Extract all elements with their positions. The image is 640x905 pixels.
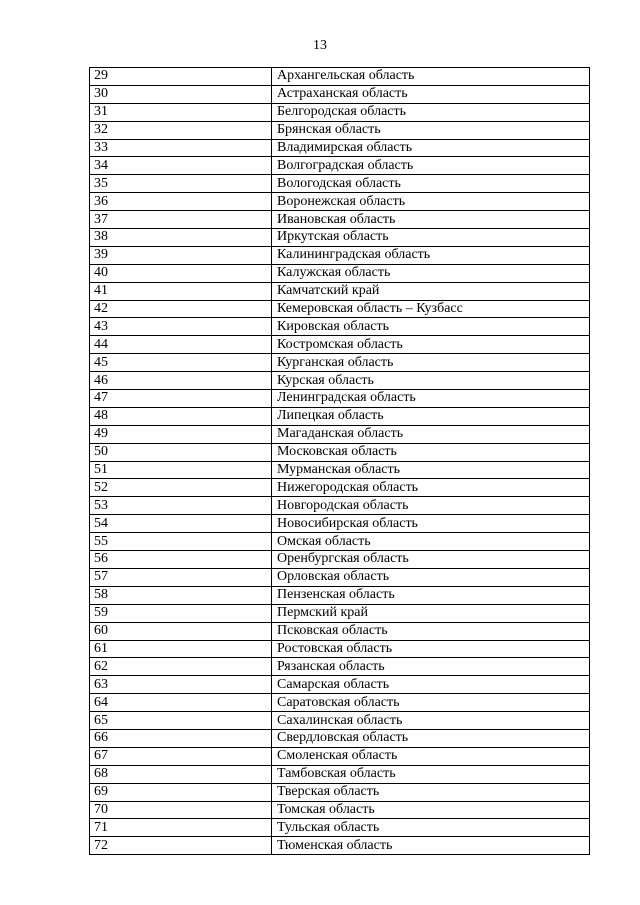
row-number-cell: 31	[90, 103, 272, 121]
table-row	[90, 157, 590, 175]
row-number-cell: 33	[90, 139, 272, 157]
table-row	[90, 300, 590, 318]
row-number-cell: 35	[90, 175, 272, 193]
table-row	[90, 801, 590, 819]
row-number-cell: 34	[90, 157, 272, 175]
row-number-cell: 29	[90, 68, 272, 86]
table-row	[90, 68, 590, 86]
region-name-cell: Нижегородская область	[272, 479, 590, 497]
table-row	[90, 497, 590, 515]
region-name-cell: Мурманская область	[272, 461, 590, 479]
region-name-cell: Ленинградская область	[272, 390, 590, 408]
row-number-cell: 70	[90, 801, 272, 819]
row-number-cell: 50	[90, 443, 272, 461]
row-number-cell: 55	[90, 533, 272, 551]
row-number-cell: 66	[90, 729, 272, 747]
region-name-cell: Вологодская область	[272, 175, 590, 193]
row-number-cell: 37	[90, 211, 272, 229]
row-number-cell: 69	[90, 783, 272, 801]
row-number-cell: 49	[90, 425, 272, 443]
table-row	[90, 479, 590, 497]
region-name-cell: Саратовская область	[272, 694, 590, 712]
row-number-cell: 68	[90, 765, 272, 783]
row-number-cell: 39	[90, 246, 272, 264]
table-row	[90, 354, 590, 372]
row-number-cell: 32	[90, 121, 272, 139]
table-row	[90, 229, 590, 247]
row-number-cell: 56	[90, 551, 272, 569]
table-row	[90, 694, 590, 712]
row-number-cell: 36	[90, 193, 272, 211]
table-row	[90, 676, 590, 694]
row-number-cell: 48	[90, 407, 272, 425]
row-number-cell: 38	[90, 229, 272, 247]
region-name-cell: Волгоградская область	[272, 157, 590, 175]
region-name-cell: Тульская область	[272, 819, 590, 837]
region-name-cell: Новгородская область	[272, 497, 590, 515]
region-name-cell: Иркутская область	[272, 229, 590, 247]
region-name-cell: Архангельская область	[272, 68, 590, 86]
table-row	[90, 658, 590, 676]
table-row	[90, 622, 590, 640]
row-number-cell: 30	[90, 85, 272, 103]
row-number-cell: 63	[90, 676, 272, 694]
table-row	[90, 390, 590, 408]
row-number-cell: 67	[90, 747, 272, 765]
table-row	[90, 372, 590, 390]
row-number-cell: 44	[90, 336, 272, 354]
region-name-cell: Пермский край	[272, 604, 590, 622]
region-name-cell: Тамбовская область	[272, 765, 590, 783]
row-number-cell: 42	[90, 300, 272, 318]
table-row	[90, 747, 590, 765]
row-number-cell: 62	[90, 658, 272, 676]
table-row	[90, 175, 590, 193]
region-name-cell: Московская область	[272, 443, 590, 461]
row-number-cell: 60	[90, 622, 272, 640]
region-name-cell: Воронежская область	[272, 193, 590, 211]
table-row	[90, 586, 590, 604]
row-number-cell: 57	[90, 568, 272, 586]
table-row	[90, 515, 590, 533]
table-row	[90, 103, 590, 121]
region-name-cell: Томская область	[272, 801, 590, 819]
row-number-cell: 71	[90, 819, 272, 837]
region-name-cell: Рязанская область	[272, 658, 590, 676]
row-number-cell: 43	[90, 318, 272, 336]
table-row	[90, 461, 590, 479]
row-number-cell: 51	[90, 461, 272, 479]
region-name-cell: Калужская область	[272, 264, 590, 282]
region-name-cell: Свердловская область	[272, 729, 590, 747]
table-row	[90, 139, 590, 157]
region-name-cell: Оренбургская область	[272, 551, 590, 569]
row-number-cell: 54	[90, 515, 272, 533]
region-name-cell: Омская область	[272, 533, 590, 551]
table-row	[90, 264, 590, 282]
table-row	[90, 729, 590, 747]
row-number-cell: 58	[90, 586, 272, 604]
row-number-cell: 46	[90, 372, 272, 390]
table-row	[90, 568, 590, 586]
table-row	[90, 604, 590, 622]
region-name-cell: Псковская область	[272, 622, 590, 640]
regions-table	[89, 67, 590, 855]
page-number: 13	[313, 38, 327, 53]
region-name-cell: Орловская область	[272, 568, 590, 586]
region-name-cell: Белгородская область	[272, 103, 590, 121]
region-name-cell: Астраханская область	[272, 85, 590, 103]
region-name-cell: Самарская область	[272, 676, 590, 694]
table-row	[90, 282, 590, 300]
region-name-cell: Камчатский край	[272, 282, 590, 300]
region-name-cell: Курганская область	[272, 354, 590, 372]
table-row	[90, 336, 590, 354]
region-name-cell: Липецкая область	[272, 407, 590, 425]
table-row	[90, 783, 590, 801]
region-name-cell: Тюменская область	[272, 837, 590, 855]
table-row	[90, 443, 590, 461]
region-name-cell: Курская область	[272, 372, 590, 390]
region-name-cell: Смоленская область	[272, 747, 590, 765]
row-number-cell: 47	[90, 390, 272, 408]
table-row	[90, 407, 590, 425]
region-name-cell: Кемеровская область – Кузбасс	[272, 300, 590, 318]
row-number-cell: 40	[90, 264, 272, 282]
row-number-cell: 65	[90, 712, 272, 730]
region-name-cell: Магаданская область	[272, 425, 590, 443]
row-number-cell: 52	[90, 479, 272, 497]
table-row	[90, 765, 590, 783]
table-row	[90, 425, 590, 443]
region-name-cell: Пензенская область	[272, 586, 590, 604]
row-number-cell: 64	[90, 694, 272, 712]
table-row	[90, 318, 590, 336]
table-row	[90, 85, 590, 103]
region-name-cell: Тверская область	[272, 783, 590, 801]
region-name-cell: Брянская область	[272, 121, 590, 139]
regions-table-body	[90, 68, 590, 855]
region-name-cell: Кировская область	[272, 318, 590, 336]
row-number-cell: 72	[90, 837, 272, 855]
table-row	[90, 193, 590, 211]
row-number-cell: 53	[90, 497, 272, 515]
table-row	[90, 837, 590, 855]
table-row	[90, 246, 590, 264]
table-row	[90, 640, 590, 658]
table-row	[90, 211, 590, 229]
row-number-cell: 61	[90, 640, 272, 658]
table-row	[90, 533, 590, 551]
table-row	[90, 819, 590, 837]
region-name-cell: Новосибирская область	[272, 515, 590, 533]
region-name-cell: Ивановская область	[272, 211, 590, 229]
table-row	[90, 551, 590, 569]
region-name-cell: Ростовская область	[272, 640, 590, 658]
table-row	[90, 712, 590, 730]
row-number-cell: 41	[90, 282, 272, 300]
table-row	[90, 121, 590, 139]
region-name-cell: Владимирская область	[272, 139, 590, 157]
row-number-cell: 45	[90, 354, 272, 372]
region-name-cell: Костромская область	[272, 336, 590, 354]
region-name-cell: Сахалинская область	[272, 712, 590, 730]
row-number-cell: 59	[90, 604, 272, 622]
region-name-cell: Калининградская область	[272, 246, 590, 264]
